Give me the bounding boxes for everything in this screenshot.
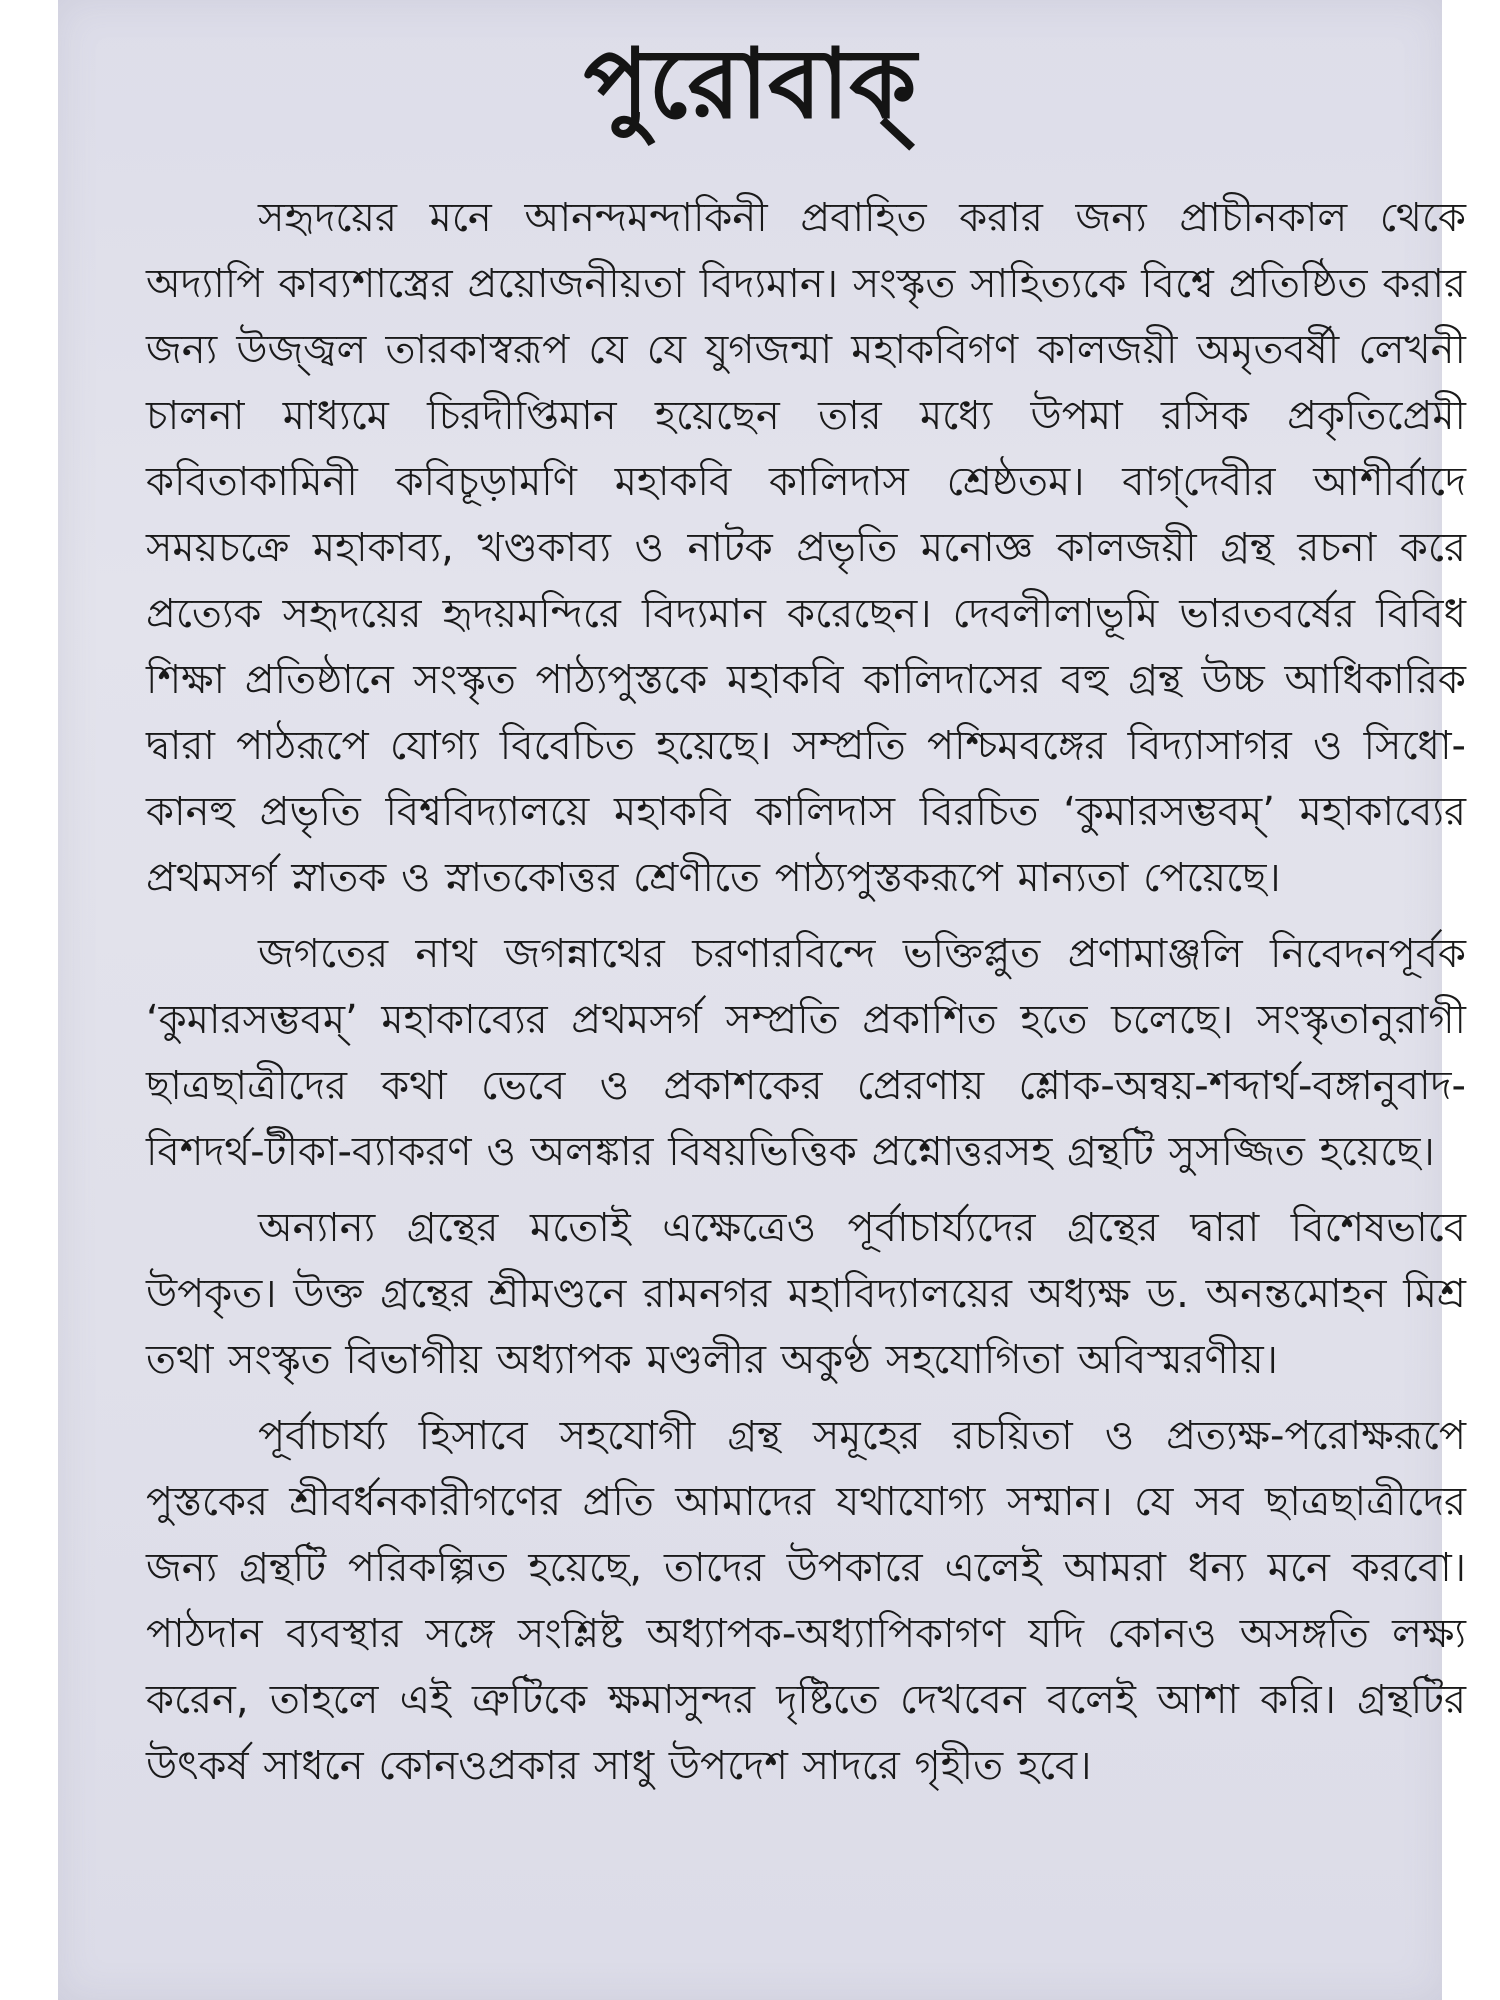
paragraph-2: জগতের নাথ জগন্নাথের চরণারবিন্দে ভক্তিপ্লুত প্রণামাঞ্জলি নিবেদনপূর্বক ‘কুমারসম্ভবম্’ মহাকাব্যের প্রথমসর্গ সম্প্রতি প্রকাশিত হতে চলেছে। সংস্কৃতানুরাগী ছাত্রছাত্রীদের কথা ভেবে ও প্রকাশকের প্রেরণায় শ্লোক-অন্বয়-শব্দার্থ-বঙ্গানুবাদ-বিশদর্থ-টীকা-ব্যাকরণ ও অলঙ্কার বিষয়ভিত্তিক প্রশ্নোত্তরসহ গ্রন্থটি সুসজ্জিত হয়েছে।: [146, 931, 1466, 1175]
paragraph-4: পূর্বাচার্য্য হিসাবে সহযোগী গ্রন্থ সমূহের রচয়িতা ও প্রত্যক্ষ-পরোক্ষরূপে পুস্তকের শ্রীবর্ধনকারীগণের প্রতি আমাদের যথাযোগ্য সম্মান। যে সব ছাত্রছাত্রীদের জন্য গ্রন্থটি পরিকল্পিত হয়েছে, তাদের উপকারে এলেই আমরা ধন্য মনে করবো। পাঠদান ব্যবস্থার সঙ্গে সংশ্লিষ্ট অধ্যাপক-অধ্যাপিকাগণ যদি কোনও অসঙ্গতি লক্ষ্য করেন, তাহলে এই ত্রুটিকে ক্ষমাসুন্দর দৃষ্টিতে দেখবেন বলেই আশা করি। গ্রন্থটির উৎকর্ষ সাধনে কোনওপ্রকার সাধু উপদেশ সাদরে গৃহীত হবে।: [146, 1413, 1466, 1789]
page-title: পুরোবাক্: [583, 27, 917, 140]
paragraph-1: সহৃদয়ের মনে আনন্দমন্দাকিনী প্রবাহিত করার জন্য প্রাচীনকাল থেকে অদ্যাপি কাব্যশাস্ত্রের প্রয়োজনীয়তা বিদ্যমান। সংস্কৃত সাহিত্যকে বিশ্বে প্রতিষ্ঠিত করার জন্য উজ্জ্বল তারকাস্বরূপ যে যে যুগজন্মা মহাকবিগণ কালজয়ী অমৃতবর্ষী লেখনী চালনা মাধ্যমে চিরদীপ্তিমান হয়েছেন তার মধ্যে উপমা রসিক প্রকৃতিপ্রেমী কবিতাকামিনী কবিচূড়ামণি মহাকবি কালিদাস শ্রেষ্ঠতম। বাগ্‌দেবীর আশীর্বাদে সময়চক্রে মহাকাব্য, খণ্ডকাব্য ও নাটক প্রভৃতি মনোজ্ঞ কালজয়ী গ্রন্থ রচনা করে প্রত্যেক সহৃদয়ের হৃদয়মন্দিরে বিদ্যমান করেছেন। দেবলীলাভূমি ভারতবর্ষের বিবিধ শিক্ষা প্রতিষ্ঠানে সংস্কৃত পাঠ্যপুস্তকে মহাকবি কালিদাসের বহু গ্রন্থ উচ্চ আধিকারিক দ্বারা পাঠরূপে যোগ্য বিবেচিত হয়েছে। সম্প্রতি পশ্চিমবঙ্গের বিদ্যাসাগর ও সিধো-কানহু প্রভৃতি বিশ্ববিদ্যালয়ে মহাকবি কালিদাস বিরচিত ‘কুমারসম্ভবম্’ মহাকাব্যের প্রথমসর্গ স্নাতক ও স্নাতকোত্তর শ্রেণীতে পাঠ্যপুস্তকরূপে মান্যতা পেয়েছে।: [146, 195, 1466, 901]
paragraph-3: অন্যান্য গ্রন্থের মতোই এক্ষেত্রেও পূর্বাচার্য্যদের গ্রন্থের দ্বারা বিশেষভাবে উপকৃত। উক্ত গ্রন্থের শ্রীমণ্ডনে রামনগর মহাবিদ্যালয়ের অধ্যক্ষ ড. অনন্তমোহন মিশ্র তথা সংস্কৃত বিভাগীয় অধ্যাপক মণ্ডলীর অকুণ্ঠ সহযোগিতা অবিস্মরণীয়।: [146, 1205, 1466, 1383]
scanned-page: [58, 0, 1466, 2000]
preface-body: [146, 185, 1466, 1799]
